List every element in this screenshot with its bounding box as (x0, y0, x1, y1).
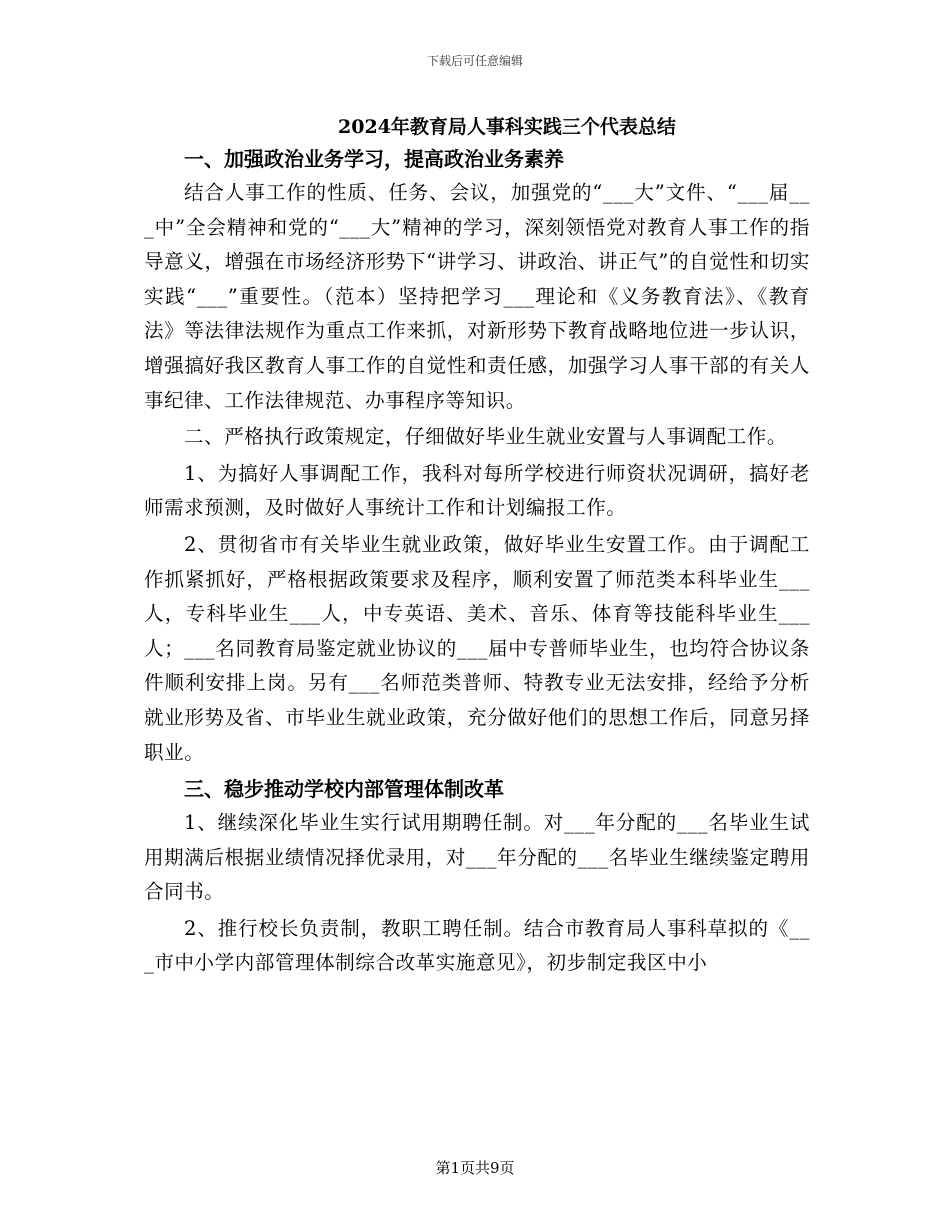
section-2-paragraph: 二、严格执行政策规定，仔细做好毕业生就业安置与人事调配工作。 (184, 425, 788, 449)
section-1-heading: 一、加强政治业务学习，提高政治业务素养 (184, 147, 564, 171)
section-3-item-1: 1、继续深化毕业生实行试用期聘任制。对___年分配的___名毕业生试用期满后根据业绩情况择优录用，对___年分配的___名毕业生继续鉴定聘用合同书。 (144, 811, 810, 904)
document-body (144, 112, 810, 981)
section-3-item-2: 2、推行校长负责制，教职工聘任制。结合市教育局人事科草拟的《___市中小学内部管理体制综合改革实施意见》，初步制定我区中小 (144, 916, 810, 975)
section-3-heading: 三、稳步推动学校内部管理体制改革 (184, 777, 504, 802)
section-2-item-2: 2、贯彻省市有关毕业生就业政策，做好毕业生安置工作。由于调配工作抓紧抓好，严格根据政策要求及程序，顺利安置了师范类本科毕业生___人，专科毕业生___人，中专英语、美术、音乐、体育等技能科毕业生___人；___名同教育局鉴定就业协议的___届中专普师毕业生，也均符合协议条件顺利安排上岗。另有___名师范类普师、特教专业无法安排，经给予分析就业形势及省、市毕业生就业政策，充分做好他们的思想工作后，同意另择职业。 (144, 532, 810, 764)
section-1-paragraph: 结合人事工作的性质、任务、会议，加强党的“___大”文件、“___届___中”全会精神和党的“___大”精神的学习，深刻领悟党对教育人事工作的指导意义，增强在市场经济形势下“讲学习、讲政治、讲正气”的自觉性和切实实践“___”重要性。（范本）坚持把学习___理论和《义务教育法》、《教育法》等法律法规作为重点工作来抓，对新形势下教育战略地位进一步认识，增强搞好我区教育人事工作的自觉性和责任感，加强学习人事干部的有关人事纪律、工作法律规范、办事程序等知识。 (144, 181, 810, 412)
header-note: 下载后可任意编辑 (426, 54, 523, 68)
page-indicator: 第1页共9页 (435, 1159, 515, 1177)
document-title: 2024年教育局人事科实践三个代表总结 (338, 116, 676, 138)
section-2-item-1: 1、为搞好人事调配工作，我科对每所学校进行师资状况调研，搞好老师需求预测，及时做好人事统计工作和计划编报工作。 (144, 461, 810, 520)
